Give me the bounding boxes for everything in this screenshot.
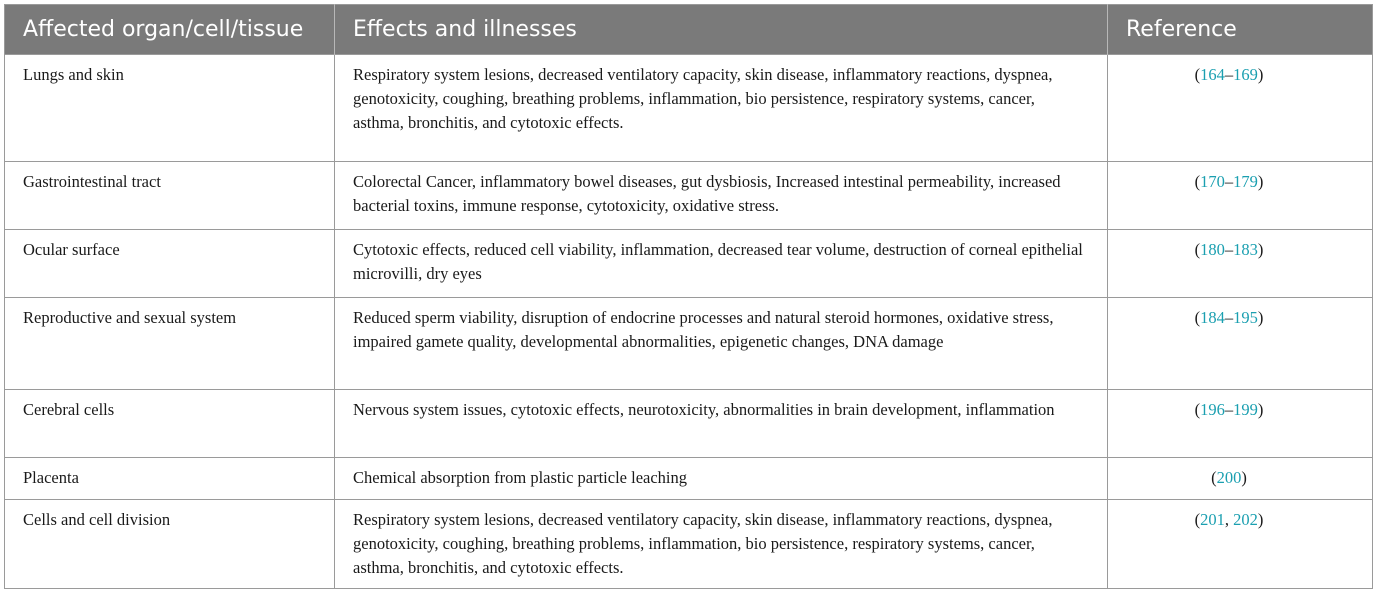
reference-cell <box>1108 55 1373 162</box>
table-header <box>5 5 1373 55</box>
ref-link[interactable]: 184 <box>1200 308 1225 327</box>
ref-open: ( <box>1194 400 1201 419</box>
ref-link[interactable]: 170 <box>1200 172 1225 191</box>
ref-link[interactable]: 183 <box>1233 240 1258 259</box>
table-row <box>5 55 1373 162</box>
table-row <box>5 230 1373 298</box>
table-row <box>5 500 1373 589</box>
header-organ: Affected organ/cell/tissue <box>5 5 335 55</box>
effects-cell: Chemical absorption from plastic particle leaching <box>335 458 1108 500</box>
ref-open: ( <box>1211 468 1217 487</box>
table-body <box>5 55 1373 589</box>
reference-cell <box>1108 230 1373 298</box>
reference-cell <box>1108 162 1373 230</box>
ref-open: ( <box>1194 240 1201 259</box>
effects-cell: Reduced sperm viability, disruption of endocrine processes and natural steroid hormones, oxidative stress, impaired gamete quality, developmental abnormalities, epigenetic changes, DNA damage <box>335 298 1108 390</box>
reference-cell <box>1108 390 1373 458</box>
ref-link[interactable]: 169 <box>1233 65 1258 84</box>
ref-link[interactable]: 164 <box>1200 65 1225 84</box>
ref-close: ) <box>1257 510 1264 529</box>
reference-cell <box>1108 298 1373 390</box>
table-row <box>5 162 1373 230</box>
reference-cell <box>1108 500 1373 589</box>
ref-link[interactable]: 195 <box>1233 308 1258 327</box>
organ-cell: Placenta <box>5 458 335 500</box>
ref-sep: – <box>1224 172 1234 191</box>
ref-close: ) <box>1257 172 1264 191</box>
effects-cell: Colorectal Cancer, inflammatory bowel diseases, gut dysbiosis, Increased intestinal permeability, increased bacterial toxins, immune response, cytotoxicity, oxidative stress. <box>335 162 1108 230</box>
organ-cell: Reproductive and sexual system <box>5 298 335 390</box>
effects-cell: Respiratory system lesions, decreased ventilatory capacity, skin disease, inflammatory reactions, dyspnea, genotoxicity, coughing, breathing problems, inflammation, bio persistence, respiratory systems, cancer, asthma, bronchitis, and cytotoxic effects. <box>335 55 1108 162</box>
ref-sep: – <box>1224 400 1234 419</box>
organ-cell: Ocular surface <box>5 230 335 298</box>
ref-open: ( <box>1194 510 1201 529</box>
ref-close: ) <box>1257 65 1264 84</box>
ref-sep: – <box>1224 308 1234 327</box>
ref-close: ) <box>1257 240 1264 259</box>
ref-sep: , <box>1224 510 1234 529</box>
effects-cell: Cytotoxic effects, reduced cell viability, inflammation, decreased tear volume, destruction of corneal epithelial microvilli, dry eyes <box>335 230 1108 298</box>
header-effects: Effects and illnesses <box>335 5 1108 55</box>
ref-open: ( <box>1194 172 1201 191</box>
organ-cell: Cerebral cells <box>5 390 335 458</box>
ref-close: ) <box>1257 400 1264 419</box>
ref-link[interactable]: 201 <box>1200 510 1225 529</box>
ref-link[interactable]: 179 <box>1233 172 1258 191</box>
effects-cell: Respiratory system lesions, decreased ventilatory capacity, skin disease, inflammatory reactions, dyspnea, genotoxicity, coughing, breathing problems, inflammation, bio persistence, respiratory systems, cancer, asthma, bronchitis, and cytotoxic effects. <box>335 500 1108 589</box>
ref-link[interactable]: 200 <box>1216 468 1242 487</box>
table-row <box>5 298 1373 390</box>
organ-cell: Lungs and skin <box>5 55 335 162</box>
reference-cell <box>1108 458 1373 500</box>
organ-cell: Gastrointestinal tract <box>5 162 335 230</box>
effects-table <box>4 4 1373 589</box>
ref-close: ) <box>1241 468 1247 487</box>
ref-link[interactable]: 202 <box>1233 510 1258 529</box>
effects-cell: Nervous system issues, cytotoxic effects, neurotoxicity, abnormalities in brain development, inflammation <box>335 390 1108 458</box>
organ-cell: Cells and cell division <box>5 500 335 589</box>
ref-link[interactable]: 199 <box>1233 400 1258 419</box>
ref-close: ) <box>1257 308 1264 327</box>
ref-open: ( <box>1194 308 1201 327</box>
ref-sep: – <box>1224 240 1234 259</box>
ref-link[interactable]: 180 <box>1200 240 1225 259</box>
ref-sep: – <box>1224 65 1234 84</box>
header-reference: Reference <box>1108 5 1373 55</box>
ref-link[interactable]: 196 <box>1200 400 1225 419</box>
table-row <box>5 458 1373 500</box>
table-row <box>5 390 1373 458</box>
ref-open: ( <box>1194 65 1201 84</box>
